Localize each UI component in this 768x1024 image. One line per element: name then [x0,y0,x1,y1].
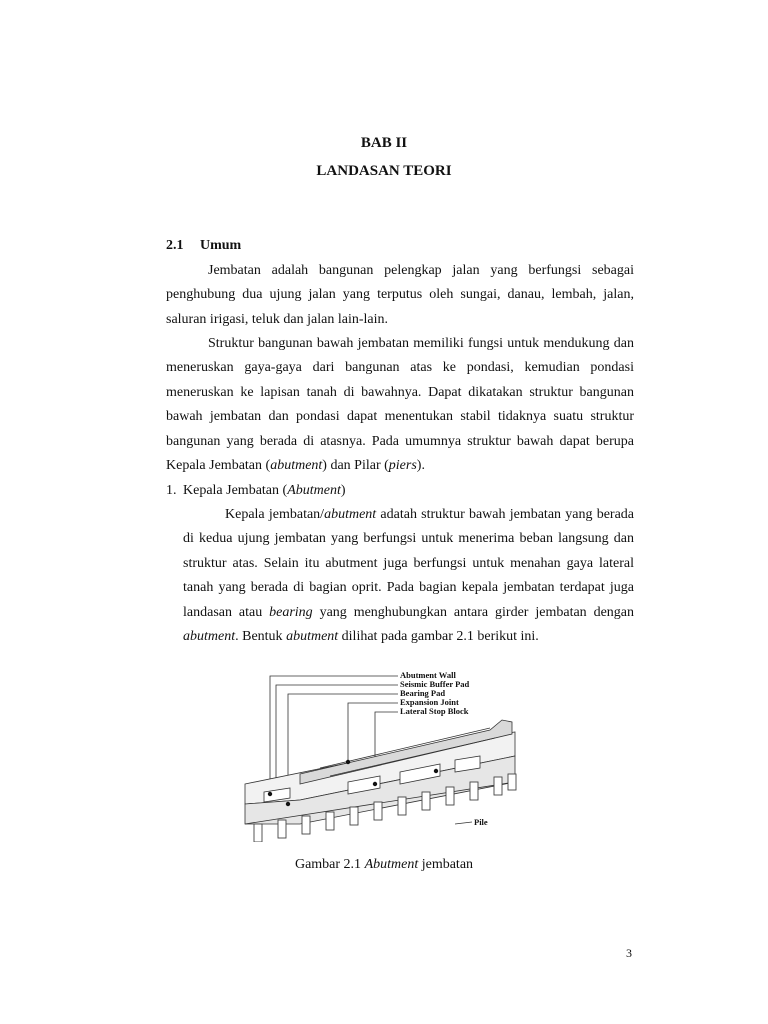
figure-label-seismic-buffer-pad: Seismic Buffer Pad [400,679,470,689]
chapter-title: LANDASAN TEORI [316,163,452,179]
list-item: 1. Kepala Jembatan (Abutment) [166,479,346,503]
section-title: Umum [200,238,242,253]
chapter-number: BAB II [360,135,408,151]
paragraph-1: Jembatan adalah bangunan pelengkap jalan yang berfungsi sebagai penghubung dua ujung jalan yang terputus oleh sungai, danau, lembah, jalan, saluran irigasi, teluk dan jalan lain-lain. [166,263,634,327]
section-heading [166,238,241,254]
figure-label-pile: Pile [474,817,488,827]
figure-caption: Gambar 2.1 Abutment jembatan [294,857,474,872]
abutment-figure [240,664,540,842]
paragraph-2: Struktur bangunan bawah jembatan memiliki fungsi untuk mendukung dan meneruskan gaya-gaya dari bangunan atas ke pondasi, kemudian pondasi meneruskan ke lapisan tanah di bawahnya. Dapat dikatakan struktur bangunan bawah jembatan dan pondasi dapat menentukan stabil tidaknya suatu struktur bangunan yang berada di atasnya. Pada umumnya struktur bawah dapat berupa Kepala Jembatan (abutment) dan Pilar (piers). [166,336,634,474]
figure-label-bearing-pad: Bearing Pad [400,688,446,698]
figure-label-expansion-joint: Expansion Joint [400,697,459,707]
page-number: 3 [626,946,632,960]
paragraph-3: Kepala jembatan/abutment adatah struktur bawah jembatan yang berada di kedua ujung jembatan yang berfungsi untuk menerima beban langsung dan struktur atas. Selain itu abutment juga berfungsi untuk menahan gaya lateral tanah yang berada di bagian oprit. Pada bagian kepala jembatan terdapat juga landasan atau bearing yang menghubungkan antara girder jembatan dengan abutment. Bentuk abutment dilihat pada gambar 2.1 berikut ini. [183,507,635,645]
list-number: 1. [166,483,177,498]
section-number: 2.1 [166,238,184,253]
figure-label-abutment-wall: Abutment Wall [400,670,456,680]
figure-label-lateral-stop-block: Lateral Stop Block [400,706,469,716]
